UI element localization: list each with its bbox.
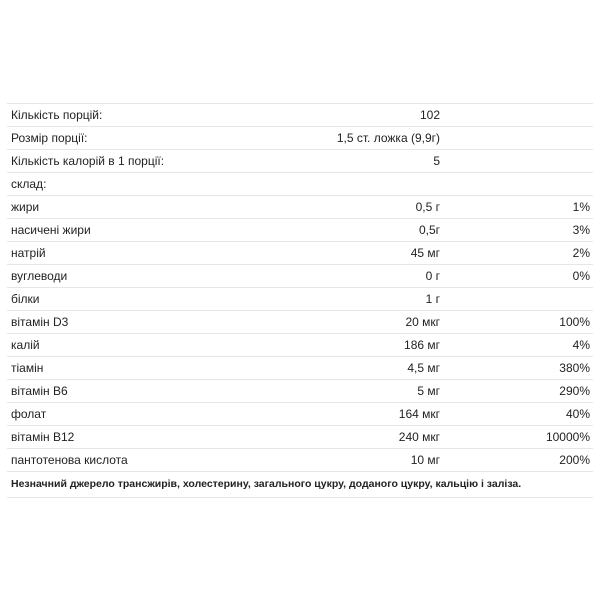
nutrient-amount: 20 мкг bbox=[261, 311, 443, 334]
nutrient-row bbox=[7, 311, 593, 334]
serving-size-dv bbox=[443, 127, 593, 150]
nutrient-name: тіамін bbox=[7, 357, 261, 380]
nutrient-amount: 10 мг bbox=[261, 449, 443, 472]
nutrient-amount: 4,5 мг bbox=[261, 357, 443, 380]
nutrient-daily-value bbox=[443, 288, 593, 311]
nutrient-daily-value: 200% bbox=[443, 449, 593, 472]
calories-dv bbox=[443, 150, 593, 173]
nutrient-row bbox=[7, 403, 593, 426]
serving-size-value: 1,5 ст. ложка (9,9г) bbox=[261, 127, 443, 150]
nutrient-daily-value: 2% bbox=[443, 242, 593, 265]
calories-label: Кількість калорій в 1 порції: bbox=[7, 150, 261, 173]
servings-count-value: 102 bbox=[261, 104, 443, 127]
serving-size-row bbox=[7, 127, 593, 150]
nutrient-row bbox=[7, 334, 593, 357]
nutrition-table-body bbox=[7, 104, 593, 472]
calories-row bbox=[7, 150, 593, 173]
servings-count-label: Кількість порцій: bbox=[7, 104, 261, 127]
nutrient-row bbox=[7, 357, 593, 380]
composition-header-row bbox=[7, 173, 593, 196]
nutrient-daily-value: 0% bbox=[443, 265, 593, 288]
nutrient-name: жири bbox=[7, 196, 261, 219]
composition-label: склад: bbox=[7, 173, 593, 196]
nutrition-table bbox=[7, 103, 593, 472]
nutrient-name: калій bbox=[7, 334, 261, 357]
nutrient-amount: 164 мкг bbox=[261, 403, 443, 426]
nutrient-amount: 0,5г bbox=[261, 219, 443, 242]
nutrient-amount: 1 г bbox=[261, 288, 443, 311]
nutrient-name: вітамін B12 bbox=[7, 426, 261, 449]
nutrient-row bbox=[7, 426, 593, 449]
nutrient-name: вітамін B6 bbox=[7, 380, 261, 403]
nutrient-amount: 5 мг bbox=[261, 380, 443, 403]
nutrient-daily-value: 100% bbox=[443, 311, 593, 334]
nutrient-name: вуглеводи bbox=[7, 265, 261, 288]
nutrient-row bbox=[7, 219, 593, 242]
nutrient-amount: 0,5 г bbox=[261, 196, 443, 219]
nutrition-facts-panel bbox=[7, 103, 593, 498]
nutrient-amount: 45 мг bbox=[261, 242, 443, 265]
nutrient-amount: 240 мкг bbox=[261, 426, 443, 449]
nutrient-row bbox=[7, 288, 593, 311]
nutrient-daily-value: 290% bbox=[443, 380, 593, 403]
nutrient-row bbox=[7, 196, 593, 219]
nutrient-daily-value: 10000% bbox=[443, 426, 593, 449]
nutrient-daily-value: 1% bbox=[443, 196, 593, 219]
nutrient-row bbox=[7, 449, 593, 472]
nutrient-row bbox=[7, 380, 593, 403]
nutrient-daily-value: 380% bbox=[443, 357, 593, 380]
nutrient-name: пантотенова кислота bbox=[7, 449, 261, 472]
nutrient-daily-value: 3% bbox=[443, 219, 593, 242]
nutrient-daily-value: 40% bbox=[443, 403, 593, 426]
nutrient-name: білки bbox=[7, 288, 261, 311]
nutrient-name: натрій bbox=[7, 242, 261, 265]
nutrient-name: вітамін D3 bbox=[7, 311, 261, 334]
nutrient-daily-value: 4% bbox=[443, 334, 593, 357]
nutrient-name: фолат bbox=[7, 403, 261, 426]
nutrient-name: насичені жири bbox=[7, 219, 261, 242]
nutrient-amount: 186 мг bbox=[261, 334, 443, 357]
nutrient-amount: 0 г bbox=[261, 265, 443, 288]
servings-count-row bbox=[7, 104, 593, 127]
nutrient-row bbox=[7, 242, 593, 265]
nutrient-row bbox=[7, 265, 593, 288]
footnote-text: Незначний джерело трансжирів, холестерину, загального цукру, доданого цукру, кальцію і заліза. bbox=[7, 472, 593, 498]
serving-size-label: Розмір порції: bbox=[7, 127, 261, 150]
calories-value: 5 bbox=[261, 150, 443, 173]
servings-count-dv bbox=[443, 104, 593, 127]
